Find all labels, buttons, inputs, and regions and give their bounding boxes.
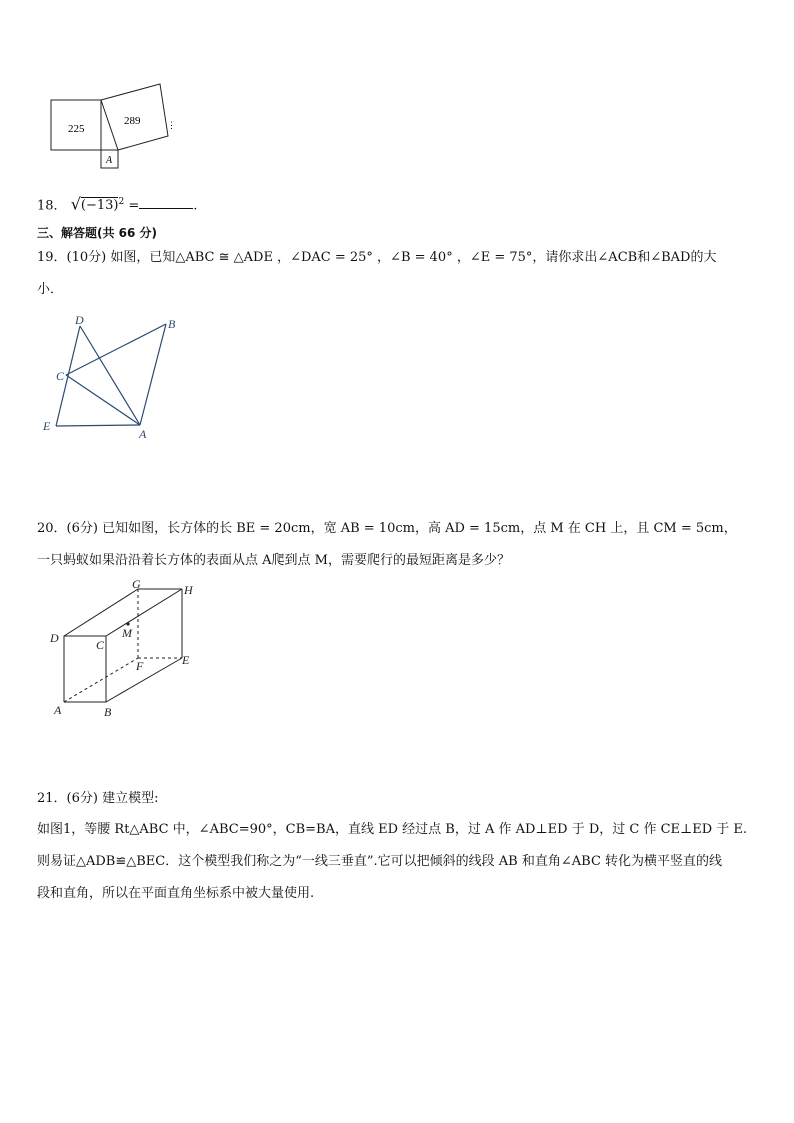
triangle-figure xyxy=(40,312,190,442)
label-F: F xyxy=(136,659,144,673)
q21-line3: 则易证△ADB≌△BEC．这个模型我们称之为“一线三垂直”.它可以把倾斜的线段 AB 和直角∠ABC 转化为横平竖直的线 xyxy=(37,854,723,869)
q18-end: . xyxy=(193,198,198,214)
label-M: M xyxy=(122,626,132,640)
label-D: D xyxy=(75,313,84,327)
q18-number: 18． xyxy=(37,198,67,214)
squares-figure xyxy=(44,78,184,174)
edge-AF-hidden xyxy=(64,658,138,702)
q21-line4: 段和直角，所以在平面直角坐标系中被大量使用. xyxy=(37,886,315,901)
edge-BE xyxy=(106,658,182,702)
segment-EA xyxy=(56,425,140,426)
sqrt-sign: √ xyxy=(70,194,81,214)
label-D: D xyxy=(50,631,59,645)
segment-BA xyxy=(140,324,166,425)
q18-exponent: 2 xyxy=(118,197,125,207)
q19-line2: 小． xyxy=(37,282,64,297)
square-small-label: A xyxy=(106,155,113,166)
label-E: E xyxy=(182,653,190,667)
q20-line1: 20．(6分) 已知如图，长方体的长 BE = 20cm，宽 AB = 10cm，高 AD = 15cm，点 M 在 CH 上，且 CM = 5cm， xyxy=(37,521,737,536)
label-C: C xyxy=(56,369,65,383)
edge-CH xyxy=(106,589,182,636)
q19-line1: 19．(10分) 如图，已知△ABC ≅ △ADE ，∠DAC = 25° ，∠B = 40° ，∠E = 75°，请你求出∠ACB和∠BAD的大 xyxy=(37,250,717,265)
segment-CA xyxy=(66,375,140,425)
label-A: A xyxy=(139,427,147,441)
square-left-value: 225 xyxy=(68,123,85,135)
dots-mark: ⋮ xyxy=(167,120,176,130)
q18-equals: = xyxy=(128,198,140,214)
segment-DA xyxy=(80,326,140,425)
label-B: B xyxy=(104,705,112,718)
segment-CB xyxy=(66,324,166,375)
q20-line2: 一只蚂蚁如果沿沿着长方体的表面从点 A爬到点 M，需要爬行的最短距离是多少？ xyxy=(37,553,510,568)
question-18 xyxy=(37,192,197,216)
section-heading: 三、解答题(共 66 分) xyxy=(37,226,158,240)
label-A: A xyxy=(54,703,62,717)
answer-blank xyxy=(139,196,193,209)
label-H: H xyxy=(184,583,193,597)
q18-radicand: (−13) xyxy=(80,198,119,214)
label-B: B xyxy=(168,317,176,331)
cuboid-figure xyxy=(46,578,206,718)
label-C: C xyxy=(96,638,105,652)
q21-line2: 如图1，等腰 Rt△ABC 中，∠ABC=90°，CB=BA，直线 ED 经过点 B，过 A 作 AD⊥ED 于 D，过 C 作 CE⊥ED 于 E. xyxy=(37,822,748,837)
label-G: G xyxy=(132,578,141,591)
square-right-value: 289 xyxy=(124,115,141,127)
label-E: E xyxy=(43,419,51,433)
q21-line1: 21．(6分) 建立模型: xyxy=(37,791,159,806)
